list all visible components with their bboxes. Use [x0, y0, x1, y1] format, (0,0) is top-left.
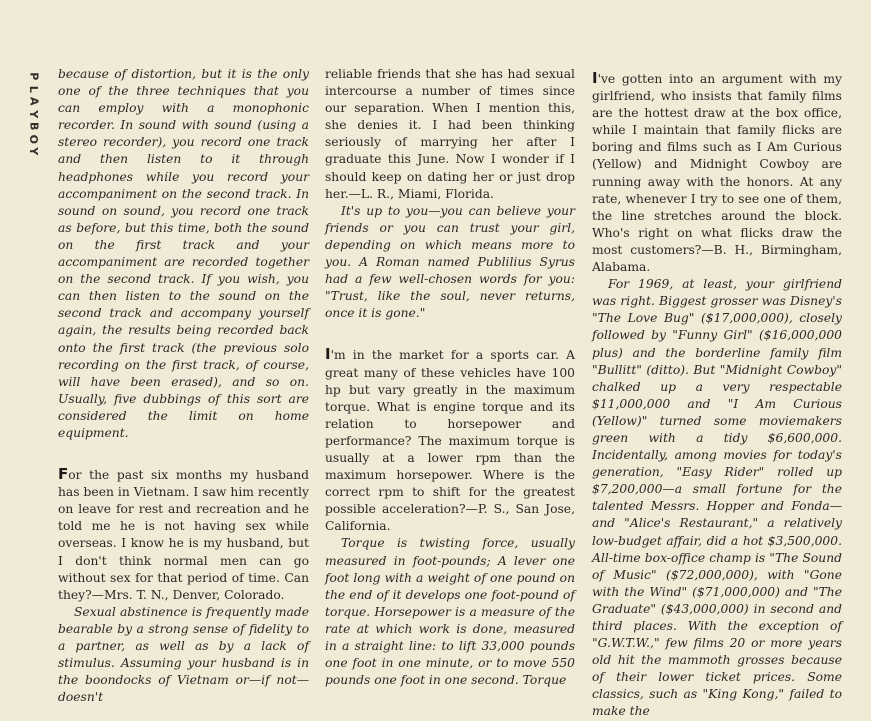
brand-letter: Y: [27, 109, 41, 118]
drop-cap: I: [325, 345, 331, 364]
brand-letter: P: [27, 72, 41, 81]
question-text: 've gotten into an argument with my girlfriend, who insists that family films are the hottest draw at the box office, while I maintain that family flicks are boring and films such as I Am Curious (Yellow) and Midnight Cowboy are running away with the honors. At any rate, whenever I try to see one of them, the line stretches around the block. Who's right on what flicks draw the most customers?—B. H., Birmingham, Alabama.: [592, 72, 842, 275]
answer-text: Sexual abstinence is frequently made bearable by a strong sense of fidelity to a partner, as well as by a lack of stimulus. Assuming your husband is in the boondocks of Vietnam or—if not—doesn't: [58, 604, 309, 705]
brand-letter: B: [27, 122, 41, 131]
column-2: [325, 66, 575, 689]
column-1: [58, 66, 309, 706]
question-text: 'm in the market for a sports car. A great many of these vehicles have 100 hp but vary greatly in the maximum torque. What is engine torque and its relation to horsepower and performance? The maximum torque is usually at a lower rpm than the maximum horsepower. Where is the correct rpm to shift for the greatest possible acceleration?—P. S., San Jose, California.: [325, 348, 575, 534]
answer-continuation: because of distortion, but it is the only one of the three techniques that you can employ with a monophonic recorder. In sound with sound (using a stereo recorder), you record one track and then listen to it through headphones while you record your accompaniment on the second track. In sound on sound, you record one track as before, but this time, both the sound on the first track and your accompaniment are recorded together on the second track. If you wish, you can then listen to the sound on the second track and accompany yourself again, the results being recorded back onto the first track (the previous solo recording on the first track, of course, will have been erased), and so on. Usually, five dubbings of this sort are considered the limit on home equipment.: [58, 67, 309, 440]
question-continuation: reliable friends that she has had sexual intercourse a number of times since our separation. When I mention this, she denies it. I had been thinking seriously of marrying her after I graduate this June. Now I wonder if I should keep on dating her or just drop her.—L. R., Miami, Florida.: [325, 67, 575, 201]
drop-cap: I: [592, 69, 598, 87]
column-3: [592, 70, 842, 721]
drop-cap: F: [58, 465, 69, 484]
answer-text: Torque is twisting force, usually measured in foot-pounds; A lever one foot long with a weight of one pound on the end of it develops one foot-pound of torque. Horsepower is a measure of the rate at which work is done, measured in a straight line: to lift 33,000 pounds one foot in one minute, or to move 550 pounds one foot in one second. Torque: [325, 536, 575, 688]
brand-letter: A: [27, 96, 41, 106]
letter-question: [592, 70, 842, 276]
magazine-brand-vertical: [26, 70, 40, 158]
letter-question: [58, 466, 309, 604]
question-text: or the past six months my husband has been in Vietnam. I saw him recently on leave for rest and recreation and he told me he is not having sex while overseas. I know he is my husband, but I don't think normal men can go without sex for that period of time. Can they?—Mrs. T. N., Denver, Colorado.: [58, 468, 309, 602]
answer-text: It's up to you—you can believe your friends or you can trust your girl, depending on which means more to you. A Roman named Publilius Syrus had a few well-chosen words for you: "Trust, like the soul, never returns, once it is gone.": [325, 203, 575, 321]
answer-text: For 1969, at least, your girlfriend was right. Biggest grosser was Disney's "The Love Bug" ($17,000,000), closely followed by "Funny Girl" ($16,000,000 plus) and the borderline family film "Bullitt" (ditto). But "Midnight Cowboy" chalked up a very respectable $11,000,000 and "I Am Curious (Yellow)" turned some moviemakers green with a tidy $6,600,000. Incidentally, among movies for today's generation, "Easy Rider" rolled up $7,200,000—a small fortune for the talented Messrs. Hopper and Fonda—and "Alice's Restaurant," a relatively low-budget affair, did a hot $3,500,000. All-time box-office champ is "The Sound of Music" ($72,000,000), with "Gone with the Wind" ($71,000,000) and "The Graduate" ($43,000,000) in second and third places. With the exception of "G.W.T.W.," few films 20 or more years old hit the mammoth grosses because of their lower ticket prices. Some classics, such as "King Kong," failed to make the: [592, 277, 842, 719]
brand-letter: L: [27, 85, 41, 93]
brand-letter: O: [27, 134, 41, 144]
letter-question: [325, 346, 575, 535]
brand-letter: Y: [27, 147, 41, 156]
